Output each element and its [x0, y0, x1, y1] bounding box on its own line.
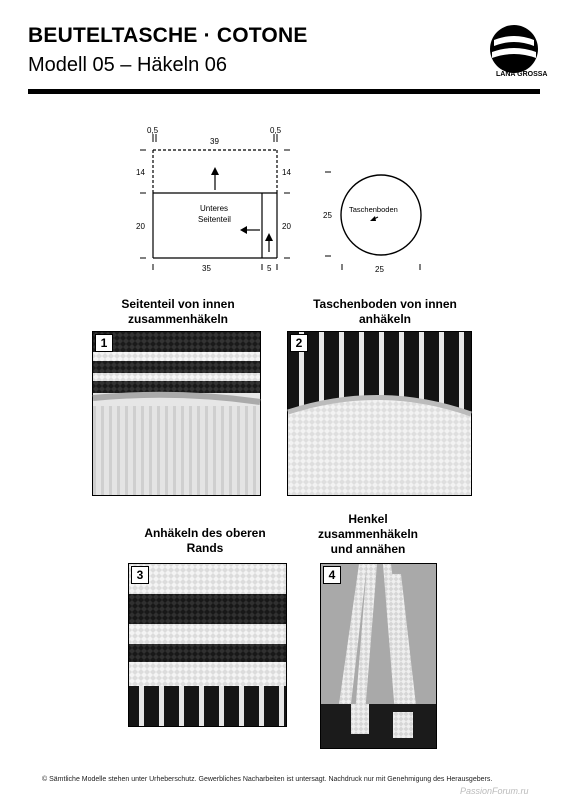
photo-step-4	[320, 563, 437, 749]
dim-right-upper: 14	[282, 168, 291, 177]
base-height: 25	[323, 211, 332, 220]
watermark: PassionForum.ru	[460, 786, 529, 796]
caption-step-1: Seitenteil von innen zusammenhäkeln	[121, 297, 235, 326]
step-number-3: 3	[131, 566, 149, 584]
header-rule	[28, 89, 540, 94]
lana-grossa-logo	[488, 18, 548, 80]
schematic-diagram	[120, 120, 450, 280]
step-number-2: 2	[290, 334, 308, 352]
copyright-footer: © Sämtliche Modelle stehen unter Urheberschutz. Gewerbliches Nacharbeiten ist untersagt. Nachdruck nur mit Genehmigung des Herausgebers.	[42, 776, 493, 783]
panel-label-1: Unteres	[200, 204, 229, 213]
dim-left-upper: 14	[136, 168, 145, 177]
page-subtitle: Modell 05 – Häkeln 06	[28, 54, 228, 76]
base-label: Taschenboden	[349, 205, 398, 214]
step-number-1: 1	[95, 334, 113, 352]
dim-top-left: 0,5	[147, 126, 159, 135]
dim-bottom-width: 35	[202, 264, 211, 273]
dim-bottom-strip: 5	[267, 264, 272, 273]
photo-step-1	[92, 331, 261, 496]
dim-right-lower: 20	[282, 222, 291, 231]
caption-step-4: Henkel zusammenhäkeln und annähen	[317, 512, 419, 556]
base-circle	[341, 175, 421, 255]
dim-top-width: 39	[210, 137, 219, 146]
panel-label-2: Seitenteil	[198, 215, 231, 224]
svg-text:LANA GROSSA: LANA GROSSA	[496, 71, 548, 78]
photo-step-2	[287, 331, 472, 496]
page-title: BEUTELTASCHE · COTONE	[28, 24, 308, 47]
dim-left-lower: 20	[136, 222, 145, 231]
base-width: 25	[375, 265, 384, 274]
caption-step-2: Taschenboden von innen anhäkeln	[313, 297, 457, 326]
dim-top-right: 0,5	[270, 126, 282, 135]
caption-step-3: Anhäkeln des oberen Rands	[144, 526, 266, 555]
step-number-4: 4	[323, 566, 341, 584]
photo-step-3	[128, 563, 287, 727]
